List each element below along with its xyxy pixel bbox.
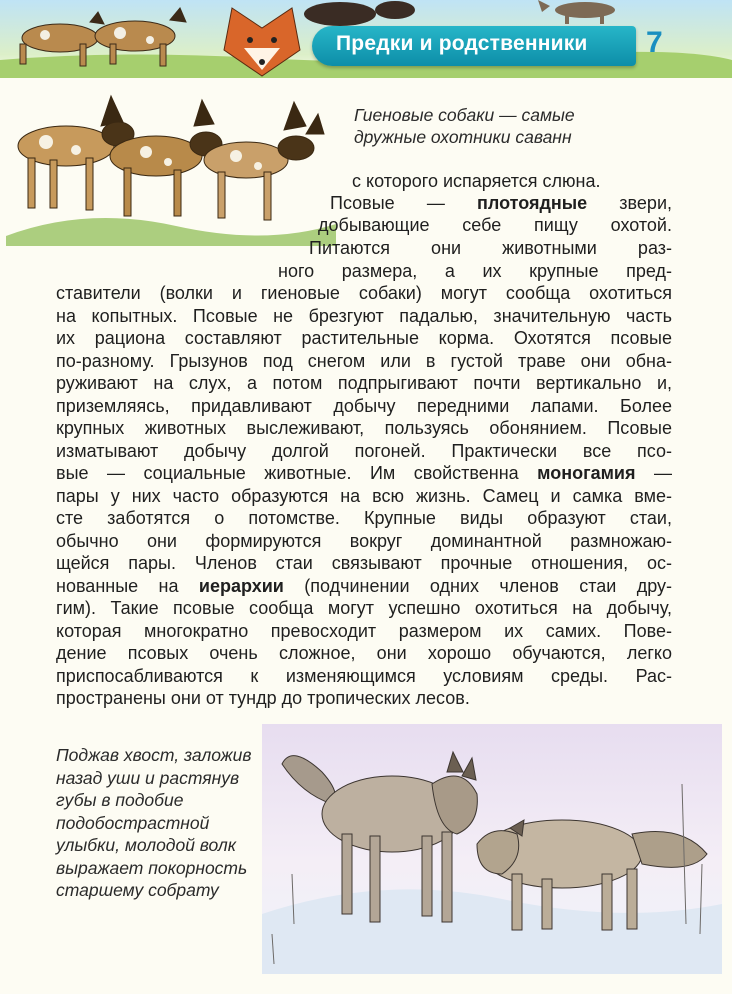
text-line: добывающие себе пищу охотой. xyxy=(318,215,672,235)
text-line: которая многократно превосходит размером их самих. Пове- xyxy=(56,621,672,641)
term-monogamy: моногамия xyxy=(537,463,636,483)
text-line: дение псовых очень сложное, они хорошо обучаются, легко xyxy=(56,643,672,663)
caption-line: Гиеновые собаки — самые xyxy=(354,105,575,125)
text-line: по-разному. Грызунов под снегом или в густой траве они обна- xyxy=(56,351,672,371)
text-line: на копытных. Псовые не брезгуют падалью, значительную часть xyxy=(56,306,672,326)
section-title: Предки и родственники xyxy=(336,32,588,55)
text-line: щейся пары. Членов стаи связывают прочные отношения, ос- xyxy=(56,553,672,573)
text-line: их рациона составляют растительные корма. Охотятся псовые xyxy=(56,328,672,348)
wild-dogs-illustration xyxy=(6,86,336,246)
text-line: нованные на иерархии (подчинении одних членов стаи дру- xyxy=(56,576,672,596)
term-hierarchy: иерархии xyxy=(198,576,284,596)
caption-line: дружные охотники саванн xyxy=(354,127,572,147)
caption-line: Поджав хвост, заложив xyxy=(56,745,252,765)
text-line: пары у них часто образуются на всю жизнь. Самец и самка вме- xyxy=(56,486,672,506)
text-line: обычно они формируются вокруг доминантной размножаю- xyxy=(56,531,672,551)
caption-line: подобострастной xyxy=(56,812,210,833)
term-carnivorous: плотоядные xyxy=(477,193,588,213)
text-line: сте заботятся о потомстве. Крупные виды образуют стаи, xyxy=(56,508,672,528)
text-line: крупных животных выслеживают, пользуясь обонянием. Псовые xyxy=(56,418,672,438)
caption-line: назад уши и растянув xyxy=(56,767,240,788)
text-line: Псовые — плотоядные звери, xyxy=(330,193,672,213)
text-line: приспосабливаются к изменяющимся условиям среды. Рас- xyxy=(56,666,672,686)
text-line: ного размера, а их крупные пред- xyxy=(278,261,672,281)
page-number: 7 xyxy=(646,26,663,59)
text-line: пространены они от тундр до тропических лесов. xyxy=(56,688,470,708)
text-line: изматывают добычу долгой погоней. Практически все псо- xyxy=(56,441,672,461)
text-line: вые — социальные животные. Им свойственна моногамия — xyxy=(56,463,672,483)
wolves-illustration xyxy=(262,724,722,974)
text-line: ставители (волки и гиеновые собаки) могут сообща охотиться xyxy=(56,283,672,303)
text-line: приземляясь, придавливают добычу передними лапами. Более xyxy=(56,396,672,416)
text-line: Питаются они животными раз- xyxy=(309,238,672,258)
text-line: гим). Такие псовые сообща могут успешно охотиться на добычу, xyxy=(56,598,672,618)
caption-wild-dogs xyxy=(354,104,684,148)
text-line: руживают на слух, а потом подпрыгивают почти вертикально и, xyxy=(56,373,672,393)
caption-line: улыбки, молодой волк xyxy=(56,835,237,855)
caption-wolves xyxy=(56,744,286,902)
caption-line: губы в подобие xyxy=(56,790,184,810)
caption-line: выражает покорность xyxy=(56,857,248,878)
text-line: с которого испаряется слюна. xyxy=(352,171,601,191)
caption-line: старшему собрату xyxy=(56,880,219,900)
